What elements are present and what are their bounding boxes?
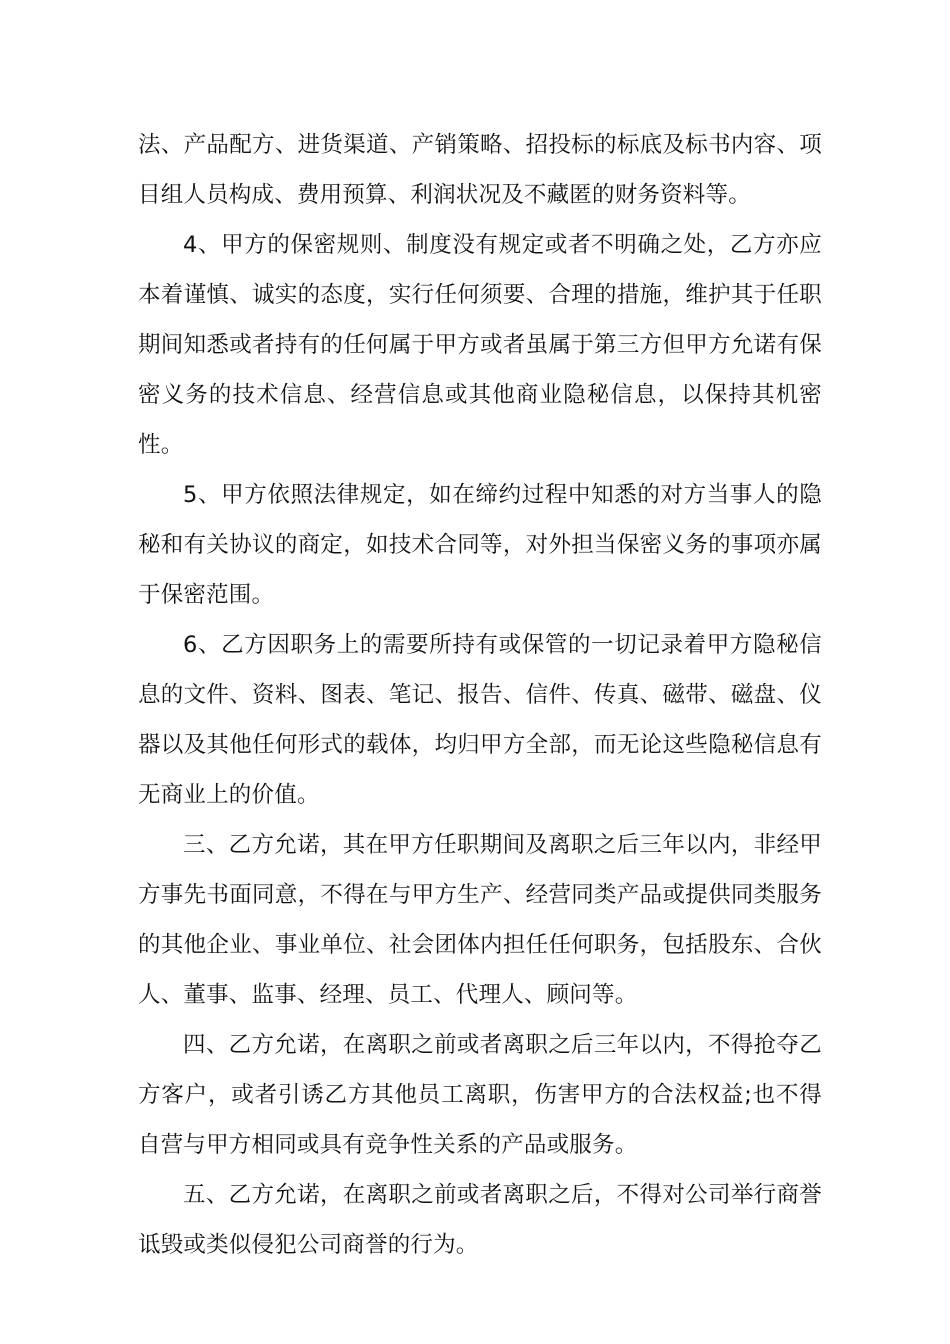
paragraph-section-4: 四、乙方允诺，在离职之前或者离职之后三年以内，不得抢夺乙方客户，或者引诱乙方其他员工离职，伤害甲方的合法权益;也不得自营与甲方相同或具有竞争性关系的产品或服务。 [138,1032,822,1158]
paragraph-item-4: 4、甲方的保密规则、制度没有规定或者不明确之处，乙方亦应本着谨慎、诚实的态度，实行任何须要、合理的措施，维护其于任职期间知悉或者持有的任何属于甲方或者虽属于第三方但甲方允诺有保密义务的技术信息、经营信息或其他商业隐秘信息，以保持其机密性。 [138,232,822,458]
paragraph-section-3: 三、乙方允诺，其在甲方任职期间及离职之后三年以内，非经甲方事先书面同意，不得在与甲方生产、经营同类产品或提供同类服务的其他企业、事业单位、社会团体内担任任何职务，包括股东、合伙人、董事、监事、经理、员工、代理人、顾问等。 [138,832,822,1008]
paragraph-item-5: 5、甲方依照法律规定，如在缔约过程中知悉的对方当事人的隐秘和有关协议的商定，如技术合同等，对外担当保密义务的事项亦属于保密范围。 [138,482,822,608]
paragraph-item-6: 6、乙方因职务上的需要所持有或保管的一切记录着甲方隐秘信息的文件、资料、图表、笔记、报告、信件、传真、磁带、磁盘、仪器以及其他任何形式的载体，均归甲方全部，而无论这些隐秘信息有无商业上的价值。 [138,632,822,808]
paragraph-section-5: 五、乙方允诺，在离职之前或者离职之后，不得对公司举行商誉诋毁或类似侵犯公司商誉的行为。 [138,1182,822,1258]
document-body [138,120,822,1270]
paragraph-continuation: 法、产品配方、进货渠道、产销策略、招投标的标底及标书内容、项目组人员构成、费用预算、利润状况及不藏匿的财务资料等。 [138,132,822,208]
